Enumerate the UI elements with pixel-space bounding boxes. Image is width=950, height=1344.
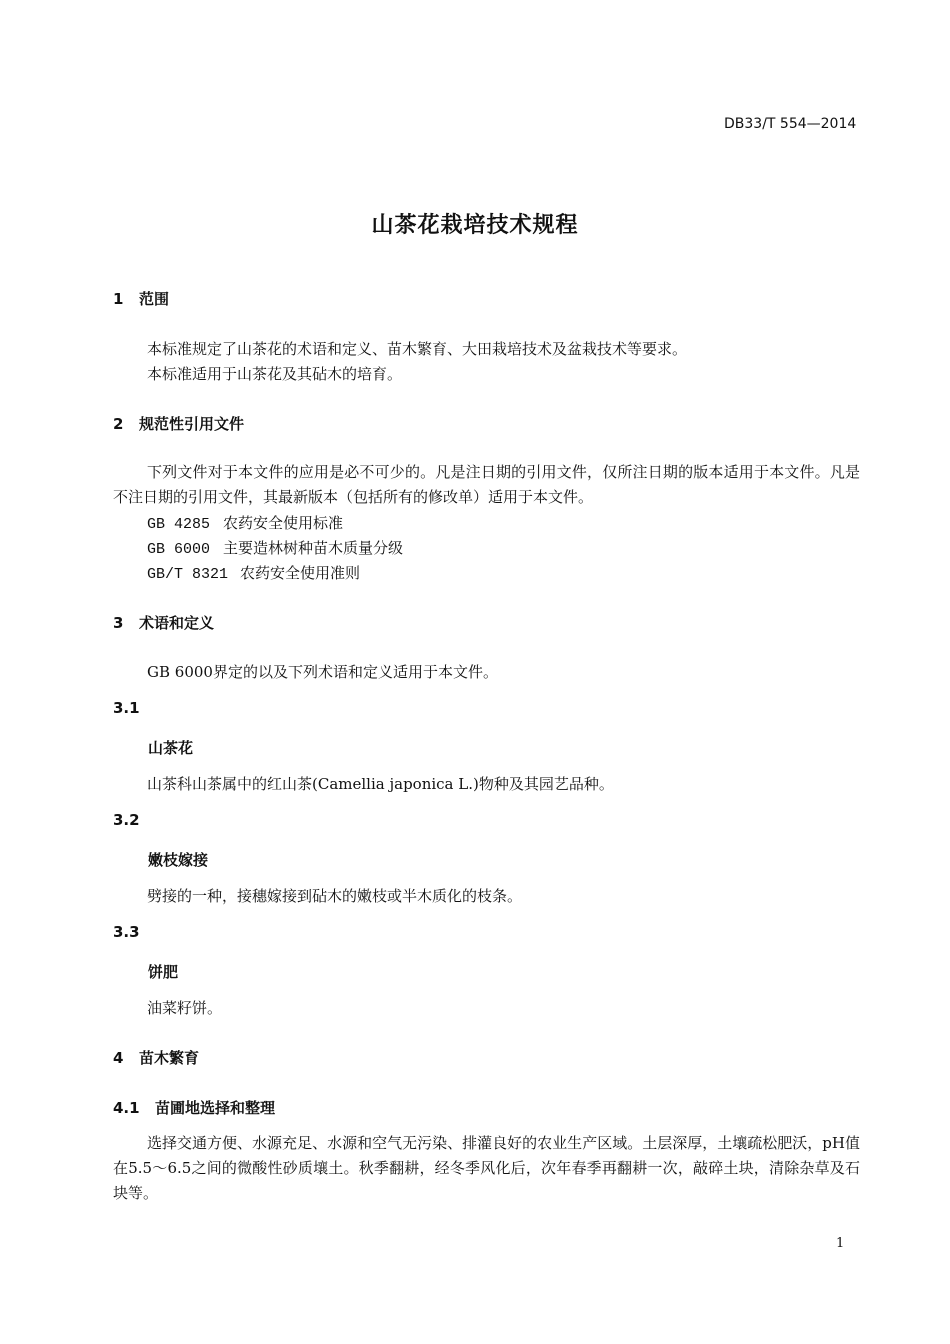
term-number: 3.2 <box>113 811 140 829</box>
subsection-number: 4.1 <box>113 1099 140 1117</box>
reference-name: 农药安全使用准则 <box>240 564 361 582</box>
section-1-paragraph-2: 本标准适用于山茶花及其砧木的培育。 <box>147 365 403 383</box>
page-title: 山茶花栽培技术规程 <box>371 213 579 238</box>
section-3-intro: GB 6000界定的以及下列术语和定义适用于本文件。 <box>147 663 498 681</box>
page-number: 1 <box>836 1236 845 1251</box>
term-name: 山茶花 <box>148 739 194 757</box>
subsection-4-1-text: 选择交通方便、水源充足、水源和空气无污染、排灌良好的农业生产区域。土层深厚，土壤疏松肥沃，pH值在5.5～6.5之间的微酸性砂质壤土。秋季翻耕，经冬季风化后，次年春季再翻耕一次，敲碎土块，清除杂草及石块等。 <box>113 1134 860 1202</box>
section-2-intro: 下列文件对于本文件的应用是必不可少的。凡是注日期的引用文件，仅所注日期的版本适用于本文件。凡是不注日期的引用文件，其最新版本（包括所有的修改单）适用于本文件。 <box>113 463 860 506</box>
section-1-paragraph-1: 本标准规定了山茶花的术语和定义、苗木繁育、大田栽培技术及盆栽技术等要求。 <box>147 340 688 358</box>
term-name: 嫩枝嫁接 <box>148 851 209 869</box>
term-number: 3.3 <box>113 923 140 941</box>
term-definition: 油菜籽饼。 <box>147 999 223 1017</box>
reference-code: GB/T 8321 <box>147 566 229 583</box>
section-number: 1 <box>113 290 124 308</box>
reference-item <box>147 512 343 533</box>
reference-item <box>147 537 403 558</box>
section-title: 范围 <box>139 290 170 308</box>
section-title: 术语和定义 <box>139 614 215 632</box>
term-definition: 山茶科山茶属中的红山茶(Camellia japonica L.)物种及其园艺品种。 <box>147 775 614 793</box>
section-number: 2 <box>113 415 124 433</box>
section-1-heading <box>113 288 169 309</box>
section-number: 4 <box>113 1049 124 1067</box>
section-number: 3 <box>113 614 124 632</box>
document-number: DB33/T 554—2014 <box>724 116 857 132</box>
reference-code: GB 4285 <box>147 516 211 533</box>
term-number: 3.1 <box>113 699 140 717</box>
subsection-title: 苗圃地选择和整理 <box>155 1099 276 1117</box>
section-4-heading <box>113 1047 199 1068</box>
reference-name: 农药安全使用标准 <box>223 514 344 532</box>
subsection-4-1-heading <box>113 1097 275 1118</box>
section-title: 苗木繁育 <box>139 1049 200 1067</box>
term-definition: 劈接的一种，接穗嫁接到砧木的嫩枝或半木质化的枝条。 <box>147 887 523 905</box>
reference-name: 主要造林树种苗木质量分级 <box>223 539 404 557</box>
reference-item <box>147 562 360 583</box>
section-title: 规范性引用文件 <box>139 415 245 433</box>
section-2-heading <box>113 413 244 434</box>
section-3-heading <box>113 612 214 633</box>
term-name: 饼肥 <box>148 963 179 981</box>
reference-code: GB 6000 <box>147 541 211 558</box>
